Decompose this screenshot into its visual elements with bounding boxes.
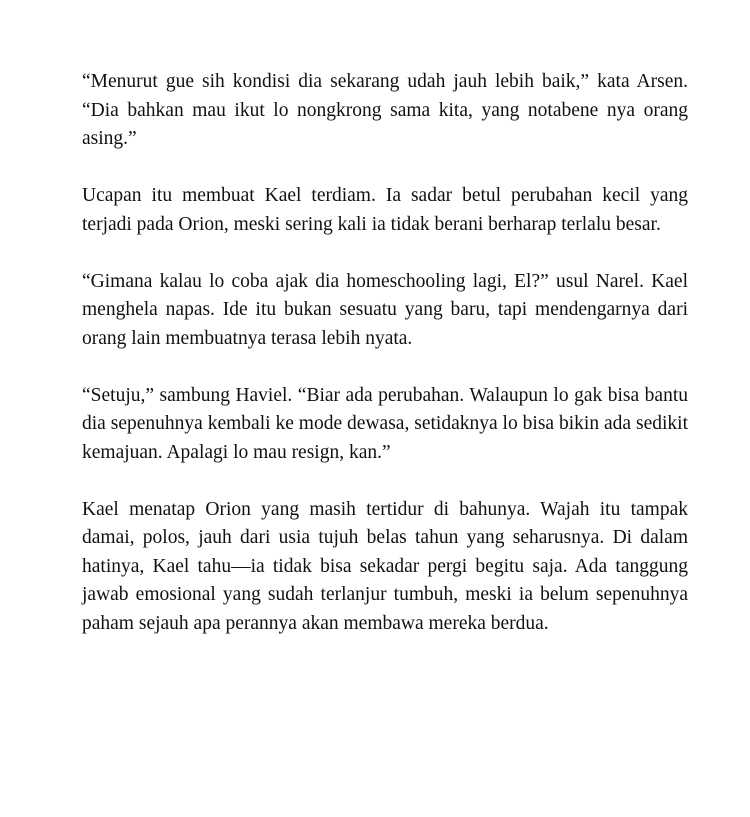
document-page <box>82 68 688 667</box>
paragraph-narel-dialogue: “Gimana kalau lo coba ajak dia homeschooling lagi, El?” usul Narel. Kael menghela napas. Ide itu bukan sesuatu yang baru, tapi mendengarnya dari orang lain membuatnya terasa lebih nyata. <box>82 270 688 349</box>
paragraph-haviel-dialogue: “Setuju,” sambung Haviel. “Biar ada perubahan. Walaupun lo gak bisa bantu dia sepenuhnya kembali ke mode dewasa, setidaknya lo bisa bikin ada sedikit kemajuan. Apalagi lo mau resign, kan.” <box>82 384 688 463</box>
paragraph-arsen-dialogue: “Menurut gue sih kondisi dia sekarang udah jauh lebih baik,” kata Arsen. “Dia bahkan mau ikut lo nongkrong sama kita, yang notabene nya orang asing.” <box>82 71 688 149</box>
paragraph-kael-reflection: Kael menatap Orion yang masih tertidur di bahunya. Wajah itu tampak damai, polos, jauh dari usia tujuh belas tahun yang seharusnya. Di dalam hatinya, Kael tahu—ia tidak bisa sekadar pergi begitu saja. Ada tanggung jawab emosional yang sudah terlanjur tumbuh, meski ia belum sepenuhnya paham sejauh apa perannya akan membawa mereka berdua. <box>82 498 688 634</box>
paragraph-kael-silent: Ucapan itu membuat Kael terdiam. Ia sadar betul perubahan kecil yang terjadi pada Orion, meski sering kali ia tidak berani berharap terlalu besar. <box>82 185 688 235</box>
